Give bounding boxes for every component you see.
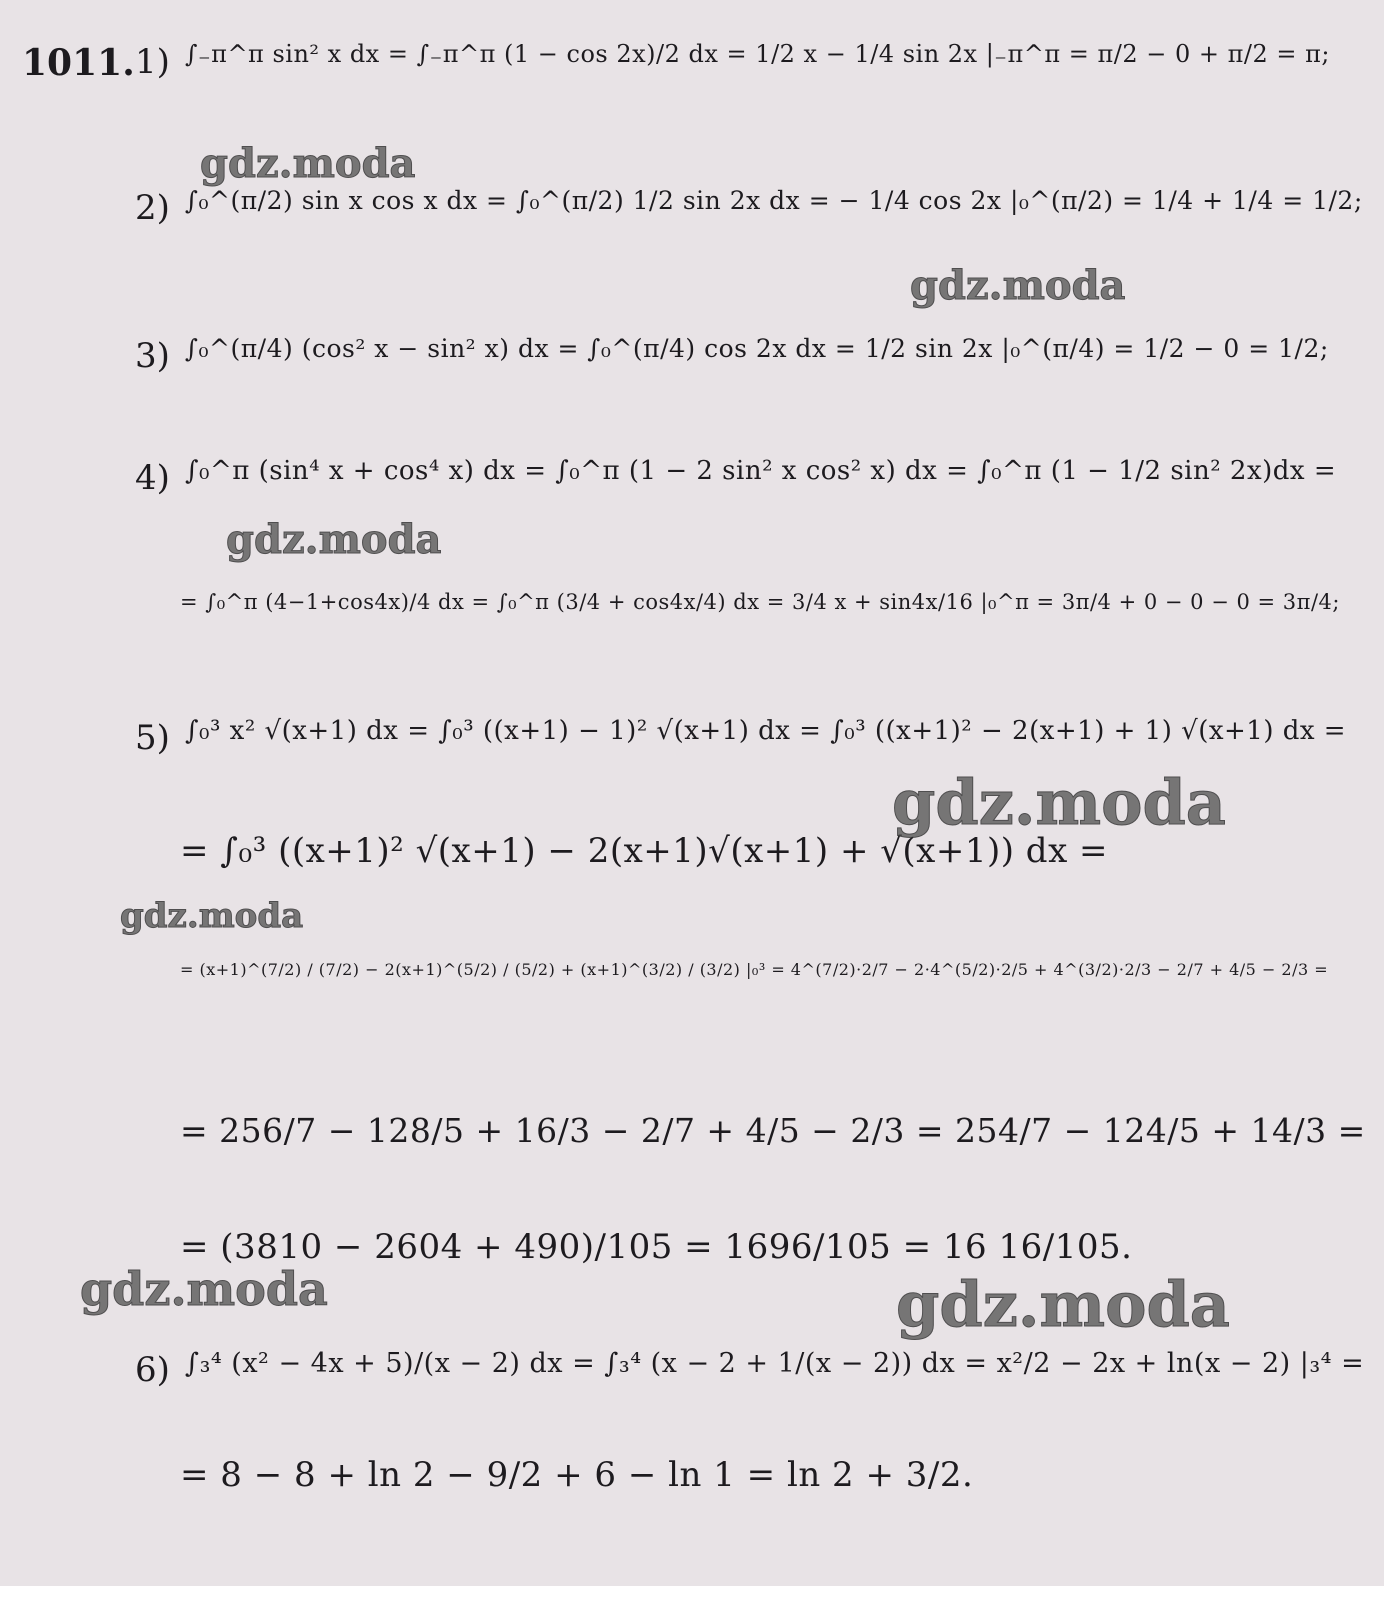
item-6-line-2: = 8 − 8 + ln 2 − 9/2 + 6 − ln 1 = ln 2 + 3/2. <box>180 1455 974 1495</box>
item-label-6: 6) <box>135 1350 170 1390</box>
item-label-2: 2) <box>135 188 170 228</box>
item-label-1: 1) <box>135 42 170 82</box>
item-3-line-1: ∫₀^(π/4) (cos² x − sin² x) dx = ∫₀^(π/4) cos 2x dx = 1/2 sin 2x |₀^(π/4) = 1/2 − 0 = 1/2; <box>185 334 1329 363</box>
item-5-line-2: = ∫₀³ ((x+1)² √(x+1) − 2(x+1)√(x+1) + √(x+1)) dx = <box>180 831 1109 871</box>
watermark: gdz.moda <box>892 766 1226 839</box>
item-5-line-3: = (x+1)^(7/2) / (7/2) − 2(x+1)^(5/2) / (5/2) + (x+1)^(3/2) / (3/2) |₀³ = 4^(7/2)·2/7 − 2·4^(5/2)·2/5 + 4^(3/2)·2/3 − 2/7 + 4/5 − 2/3 = <box>180 960 1329 979</box>
watermark: gdz.moda <box>910 262 1126 309</box>
item-5-line-4: = 256/7 − 128/5 + 16/3 − 2/7 + 4/5 − 2/3 = 254/7 − 124/5 + 14/3 = <box>180 1111 1366 1150</box>
watermark: gdz.moda <box>80 1262 328 1316</box>
item-4-line-1: ∫₀^π (sin⁴ x + cos⁴ x) dx = ∫₀^π (1 − 2 sin² x cos² x) dx = ∫₀^π (1 − 1/2 sin² 2x)dx = <box>185 456 1337 486</box>
item-2-line-1: ∫₀^(π/2) sin x cos x dx = ∫₀^(π/2) 1/2 sin 2x dx = − 1/4 cos 2x |₀^(π/2) = 1/4 + 1/4 = 1/2; <box>185 186 1363 215</box>
watermark: gdz.moda <box>226 516 442 563</box>
item-5-line-1: ∫₀³ x² √(x+1) dx = ∫₀³ ((x+1) − 1)² √(x+1) dx = ∫₀³ ((x+1)² − 2(x+1) + 1) √(x+1) dx = <box>185 716 1347 746</box>
item-label-3: 3) <box>135 336 170 376</box>
watermark: gdz.moda <box>120 896 304 936</box>
item-1-line-1: ∫₋π^π sin² x dx = ∫₋π^π (1 − cos 2x)/2 dx = 1/2 x − 1/4 sin 2x |₋π^π = π/2 − 0 + π/2 = π; <box>185 40 1330 68</box>
item-label-4: 4) <box>135 458 170 498</box>
item-4-line-2: = ∫₀^π (4−1+cos4x)/4 dx = ∫₀^π (3/4 + cos4x/4) dx = 3/4 x + sin4x/16 |₀^π = 3π/4 + 0 − 0 − 0 = 3π/4; <box>180 590 1340 614</box>
item-5-line-5: = (3810 − 2604 + 490)/105 = 1696/105 = 16 16/105. <box>180 1227 1133 1267</box>
bottom-margin <box>0 1586 1384 1621</box>
watermark: gdz.moda <box>200 140 416 187</box>
watermark: gdz.moda <box>896 1268 1230 1341</box>
item-6-line-1: ∫₃⁴ (x² − 4x + 5)/(x − 2) dx = ∫₃⁴ (x − 2 + 1/(x − 2)) dx = x²/2 − 2x + ln(x − 2) |₃⁴ = <box>185 1348 1365 1379</box>
exercise-number: 1011. <box>22 42 135 84</box>
item-label-5: 5) <box>135 718 170 758</box>
